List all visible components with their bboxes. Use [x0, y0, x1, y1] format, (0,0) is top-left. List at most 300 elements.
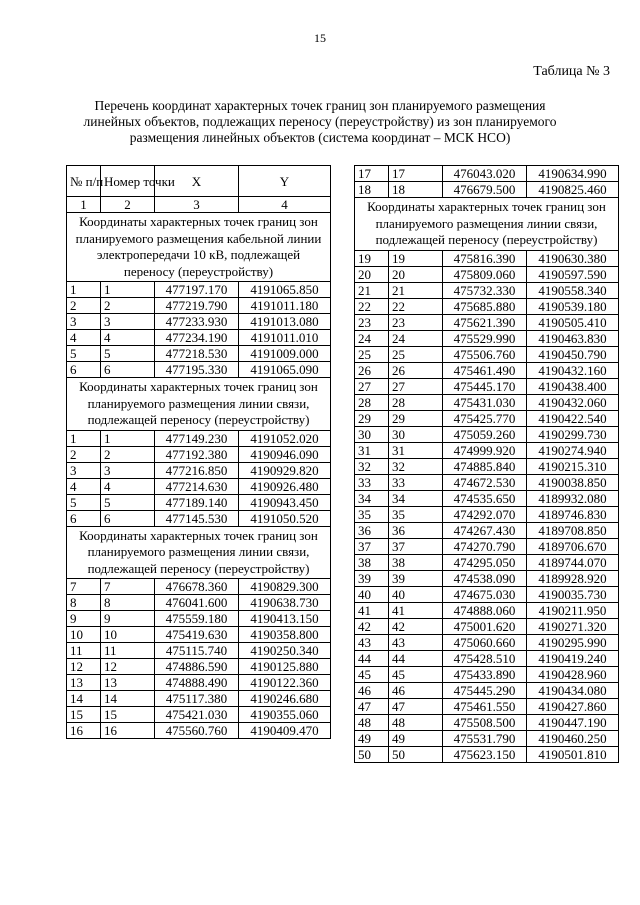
y-coordinate: 4190505.410 [527, 314, 619, 330]
y-coordinate: 4190929.820 [239, 462, 331, 478]
y-coordinate: 4190299.730 [527, 426, 619, 442]
table-row [355, 166, 619, 182]
point-number: 43 [389, 634, 443, 650]
y-coordinate: 4189744.070 [527, 554, 619, 570]
point-number: 4 [101, 330, 155, 346]
point-number: 33 [389, 474, 443, 490]
y-coordinate: 4191065.090 [239, 362, 331, 378]
table-row [355, 182, 619, 198]
y-coordinate: 4190035.730 [527, 586, 619, 602]
y-coordinate: 4190271.320 [527, 618, 619, 634]
y-coordinate: 4190427.860 [527, 698, 619, 714]
row-number: 45 [355, 666, 389, 682]
x-coordinate: 475445.290 [443, 682, 527, 698]
table-row [355, 442, 619, 458]
row-number: 41 [355, 602, 389, 618]
x-coordinate: 475529.990 [443, 330, 527, 346]
table-row [355, 506, 619, 522]
point-number: 31 [389, 442, 443, 458]
y-coordinate: 4190438.400 [527, 378, 619, 394]
row-number: 3 [67, 314, 101, 330]
x-coordinate: 475059.260 [443, 426, 527, 442]
y-coordinate: 4189932.080 [527, 490, 619, 506]
x-coordinate: 475425.770 [443, 410, 527, 426]
table-row [355, 698, 619, 714]
table-row [67, 595, 331, 611]
row-number: 47 [355, 698, 389, 714]
table-row [355, 522, 619, 538]
x-coordinate: 475461.490 [443, 362, 527, 378]
x-coordinate: 474886.590 [155, 659, 239, 675]
x-coordinate: 475060.660 [443, 634, 527, 650]
point-number: 29 [389, 410, 443, 426]
x-coordinate: 474538.090 [443, 570, 527, 586]
x-coordinate: 474888.060 [443, 602, 527, 618]
row-number: 26 [355, 362, 389, 378]
y-coordinate: 4190926.480 [239, 478, 331, 494]
table-row [67, 314, 331, 330]
table-row [67, 723, 331, 739]
point-number: 5 [101, 346, 155, 362]
table-row [355, 618, 619, 634]
y-coordinate: 4190432.160 [527, 362, 619, 378]
point-number: 32 [389, 458, 443, 474]
point-number: 4 [101, 478, 155, 494]
section-heading-row [67, 378, 331, 431]
table-row [67, 446, 331, 462]
y-coordinate: 4190501.810 [527, 746, 619, 762]
y-coordinate: 4190125.880 [239, 659, 331, 675]
header-number-cell: 3 [155, 197, 239, 213]
row-number: 28 [355, 394, 389, 410]
row-number: 35 [355, 506, 389, 522]
x-coordinate: 475431.030 [443, 394, 527, 410]
x-coordinate: 477234.190 [155, 330, 239, 346]
table-row [355, 650, 619, 666]
row-number: 31 [355, 442, 389, 458]
row-number: 17 [355, 166, 389, 182]
point-number: 9 [101, 611, 155, 627]
x-coordinate: 474999.920 [443, 442, 527, 458]
point-number: 38 [389, 554, 443, 570]
header-y: Y [239, 166, 331, 197]
point-number: 30 [389, 426, 443, 442]
x-coordinate: 475428.510 [443, 650, 527, 666]
y-coordinate: 4190450.790 [527, 346, 619, 362]
row-number: 10 [67, 627, 101, 643]
row-number: 25 [355, 346, 389, 362]
x-coordinate: 477192.380 [155, 446, 239, 462]
section-heading: Координаты характерных точек границ зон планируемого размещения линии связи, подлежащей переносу (переустройству) [67, 378, 331, 431]
header-point-number: Номер точки [101, 166, 155, 197]
x-coordinate: 475531.790 [443, 730, 527, 746]
x-coordinate: 477218.530 [155, 346, 239, 362]
point-number: 50 [389, 746, 443, 762]
point-number: 3 [101, 462, 155, 478]
table-row [67, 643, 331, 659]
point-number: 2 [101, 298, 155, 314]
x-coordinate: 475816.390 [443, 250, 527, 266]
section-heading: Координаты характерных точек границ зон планируемого размещения кабельной линии электропередачи 10 кВ, подлежащей переносу (переустройству) [67, 213, 331, 282]
row-number: 29 [355, 410, 389, 426]
table-row [67, 627, 331, 643]
table-row [355, 330, 619, 346]
x-coordinate: 474295.050 [443, 554, 527, 570]
y-coordinate: 4189928.920 [527, 570, 619, 586]
table-row [355, 554, 619, 570]
point-number: 6 [101, 510, 155, 526]
row-number: 9 [67, 611, 101, 627]
table-row [355, 474, 619, 490]
x-coordinate: 476679.500 [443, 182, 527, 198]
row-number: 21 [355, 282, 389, 298]
x-coordinate: 477195.330 [155, 362, 239, 378]
y-coordinate: 4190250.340 [239, 643, 331, 659]
header-number-cell: 4 [239, 197, 331, 213]
x-coordinate: 474270.790 [443, 538, 527, 554]
point-number: 40 [389, 586, 443, 602]
y-coordinate: 4190447.190 [527, 714, 619, 730]
section-heading-row [67, 213, 331, 282]
table-row [67, 494, 331, 510]
y-coordinate: 4190413.150 [239, 611, 331, 627]
header-number: № п/п [67, 166, 101, 197]
point-number: 5 [101, 494, 155, 510]
table-row [67, 510, 331, 526]
row-number: 16 [67, 723, 101, 739]
row-number: 24 [355, 330, 389, 346]
table-row [67, 346, 331, 362]
table-row [355, 634, 619, 650]
x-coordinate: 475001.620 [443, 618, 527, 634]
x-coordinate: 475809.060 [443, 266, 527, 282]
row-number: 30 [355, 426, 389, 442]
row-number: 36 [355, 522, 389, 538]
x-coordinate: 474675.030 [443, 586, 527, 602]
row-number: 39 [355, 570, 389, 586]
table-row [355, 378, 619, 394]
table-row [67, 579, 331, 595]
y-coordinate: 4191050.520 [239, 510, 331, 526]
row-number: 8 [67, 595, 101, 611]
y-coordinate: 4190409.470 [239, 723, 331, 739]
point-number: 22 [389, 298, 443, 314]
y-coordinate: 4190274.940 [527, 442, 619, 458]
point-number: 7 [101, 579, 155, 595]
x-coordinate: 475115.740 [155, 643, 239, 659]
section-heading: Координаты характерных точек границ зон планируемого размещения линии связи, подлежащей переносу (переустройству) [67, 526, 331, 579]
x-coordinate: 475421.030 [155, 707, 239, 723]
y-coordinate: 4190460.250 [527, 730, 619, 746]
y-coordinate: 4191009.000 [239, 346, 331, 362]
table-row [355, 282, 619, 298]
table-row [67, 691, 331, 707]
row-number: 5 [67, 494, 101, 510]
x-coordinate: 477216.850 [155, 462, 239, 478]
table-row [67, 462, 331, 478]
point-number: 48 [389, 714, 443, 730]
section-heading: Координаты характерных точек границ зон планируемого размещения линии связи, подлежащей переносу (переустройству) [355, 198, 619, 251]
header-number-cell: 1 [67, 197, 101, 213]
point-number: 49 [389, 730, 443, 746]
point-number: 45 [389, 666, 443, 682]
y-coordinate: 4190355.060 [239, 707, 331, 723]
row-number: 43 [355, 634, 389, 650]
document-title: Перечень координат характерных точек границ зон планируемого размещения линейных объектов, подлежащих переносу (переустройству) из зон планируемого размещения линейных объектов (система координат – МСК НСО) [83, 98, 557, 145]
table-row [355, 682, 619, 698]
row-number: 48 [355, 714, 389, 730]
table-row [67, 298, 331, 314]
y-coordinate: 4190211.950 [527, 602, 619, 618]
point-number: 42 [389, 618, 443, 634]
x-coordinate: 477219.790 [155, 298, 239, 314]
point-number: 14 [101, 691, 155, 707]
row-number: 15 [67, 707, 101, 723]
table-row [355, 730, 619, 746]
point-number: 19 [389, 250, 443, 266]
y-coordinate: 4191065.850 [239, 282, 331, 298]
y-coordinate: 4190295.990 [527, 634, 619, 650]
y-coordinate: 4191011.010 [239, 330, 331, 346]
point-number: 24 [389, 330, 443, 346]
x-coordinate: 475508.500 [443, 714, 527, 730]
x-coordinate: 475506.760 [443, 346, 527, 362]
row-number: 2 [67, 298, 101, 314]
y-coordinate: 4190946.090 [239, 446, 331, 462]
point-number: 36 [389, 522, 443, 538]
point-number: 16 [101, 723, 155, 739]
y-coordinate: 4190829.300 [239, 579, 331, 595]
y-coordinate: 4190634.990 [527, 166, 619, 182]
table-row [355, 490, 619, 506]
table-row [67, 330, 331, 346]
table-row [355, 410, 619, 426]
row-number: 50 [355, 746, 389, 762]
row-number: 33 [355, 474, 389, 490]
point-number: 15 [101, 707, 155, 723]
y-coordinate: 4190638.730 [239, 595, 331, 611]
y-coordinate: 4190630.380 [527, 250, 619, 266]
row-number: 18 [355, 182, 389, 198]
y-coordinate: 4189708.850 [527, 522, 619, 538]
table-row [355, 714, 619, 730]
row-number: 44 [355, 650, 389, 666]
x-coordinate: 477145.530 [155, 510, 239, 526]
point-number: 10 [101, 627, 155, 643]
y-coordinate: 4190539.180 [527, 298, 619, 314]
x-coordinate: 477197.170 [155, 282, 239, 298]
row-number: 6 [67, 362, 101, 378]
point-number: 13 [101, 675, 155, 691]
table-row [355, 746, 619, 762]
point-number: 39 [389, 570, 443, 586]
x-coordinate: 475445.170 [443, 378, 527, 394]
y-coordinate: 4191013.080 [239, 314, 331, 330]
row-number: 2 [67, 446, 101, 462]
row-number: 37 [355, 538, 389, 554]
y-coordinate: 4190434.080 [527, 682, 619, 698]
row-number: 49 [355, 730, 389, 746]
table-row [355, 666, 619, 682]
x-coordinate: 474535.650 [443, 490, 527, 506]
point-number: 25 [389, 346, 443, 362]
x-coordinate: 475685.880 [443, 298, 527, 314]
table-row [355, 266, 619, 282]
y-coordinate: 4191052.020 [239, 430, 331, 446]
x-coordinate: 474888.490 [155, 675, 239, 691]
y-coordinate: 4189706.670 [527, 538, 619, 554]
table-row [355, 362, 619, 378]
header-x: X [155, 166, 239, 197]
row-number: 20 [355, 266, 389, 282]
point-number: 44 [389, 650, 443, 666]
y-coordinate: 4190463.830 [527, 330, 619, 346]
y-coordinate: 4190246.680 [239, 691, 331, 707]
y-coordinate: 4190038.850 [527, 474, 619, 490]
x-coordinate: 475623.150 [443, 746, 527, 762]
table-row [355, 250, 619, 266]
point-number: 28 [389, 394, 443, 410]
row-number: 6 [67, 510, 101, 526]
row-number: 38 [355, 554, 389, 570]
x-coordinate: 476043.020 [443, 166, 527, 182]
row-number: 42 [355, 618, 389, 634]
y-coordinate: 4190215.310 [527, 458, 619, 474]
table-row [355, 298, 619, 314]
table-row [355, 570, 619, 586]
point-number: 6 [101, 362, 155, 378]
row-number: 23 [355, 314, 389, 330]
y-coordinate: 4190597.590 [527, 266, 619, 282]
point-number: 20 [389, 266, 443, 282]
table-row [355, 426, 619, 442]
y-coordinate: 4190558.340 [527, 282, 619, 298]
coordinates-table-right [354, 165, 619, 763]
x-coordinate: 474292.070 [443, 506, 527, 522]
x-coordinate: 474885.840 [443, 458, 527, 474]
x-coordinate: 474672.530 [443, 474, 527, 490]
row-number: 19 [355, 250, 389, 266]
x-coordinate: 475559.180 [155, 611, 239, 627]
row-number: 34 [355, 490, 389, 506]
point-number: 37 [389, 538, 443, 554]
point-number: 26 [389, 362, 443, 378]
x-coordinate: 475419.630 [155, 627, 239, 643]
y-coordinate: 4190358.800 [239, 627, 331, 643]
point-number: 21 [389, 282, 443, 298]
coordinates-table-left [66, 165, 331, 739]
x-coordinate: 475560.760 [155, 723, 239, 739]
point-number: 1 [101, 430, 155, 446]
table-row [67, 282, 331, 298]
row-number: 5 [67, 346, 101, 362]
point-number: 17 [389, 166, 443, 182]
row-number: 22 [355, 298, 389, 314]
table-row [355, 602, 619, 618]
x-coordinate: 475732.330 [443, 282, 527, 298]
y-coordinate: 4189746.830 [527, 506, 619, 522]
point-number: 34 [389, 490, 443, 506]
table-row [355, 346, 619, 362]
row-number: 12 [67, 659, 101, 675]
y-coordinate: 4191011.180 [239, 298, 331, 314]
y-coordinate: 4190432.060 [527, 394, 619, 410]
row-number: 11 [67, 643, 101, 659]
y-coordinate: 4190943.450 [239, 494, 331, 510]
table-header-row [67, 166, 331, 197]
point-number: 18 [389, 182, 443, 198]
point-number: 41 [389, 602, 443, 618]
row-number: 32 [355, 458, 389, 474]
row-number: 27 [355, 378, 389, 394]
point-number: 27 [389, 378, 443, 394]
x-coordinate: 477189.140 [155, 494, 239, 510]
y-coordinate: 4190428.960 [527, 666, 619, 682]
y-coordinate: 4190419.240 [527, 650, 619, 666]
table-row [355, 314, 619, 330]
x-coordinate: 475621.390 [443, 314, 527, 330]
table-row [67, 675, 331, 691]
table-row [355, 586, 619, 602]
x-coordinate: 476678.360 [155, 579, 239, 595]
table-label: Таблица № 3 [533, 64, 610, 79]
row-number: 4 [67, 330, 101, 346]
x-coordinate: 475461.550 [443, 698, 527, 714]
row-number: 14 [67, 691, 101, 707]
row-number: 46 [355, 682, 389, 698]
point-number: 1 [101, 282, 155, 298]
row-number: 4 [67, 478, 101, 494]
point-number: 3 [101, 314, 155, 330]
row-number: 13 [67, 675, 101, 691]
table-row [67, 659, 331, 675]
row-number: 1 [67, 430, 101, 446]
table-row [67, 430, 331, 446]
row-number: 1 [67, 282, 101, 298]
x-coordinate: 476041.600 [155, 595, 239, 611]
point-number: 35 [389, 506, 443, 522]
point-number: 11 [101, 643, 155, 659]
table-row [67, 478, 331, 494]
section-heading-row [67, 526, 331, 579]
x-coordinate: 475117.380 [155, 691, 239, 707]
x-coordinate: 474267.430 [443, 522, 527, 538]
table-row [67, 362, 331, 378]
point-number: 2 [101, 446, 155, 462]
page-number: 15 [314, 31, 326, 45]
y-coordinate: 4190122.360 [239, 675, 331, 691]
header-numbering-row [67, 197, 331, 213]
section-heading-row [355, 198, 619, 251]
x-coordinate: 477149.230 [155, 430, 239, 446]
table-row [355, 394, 619, 410]
point-number: 8 [101, 595, 155, 611]
table-row [67, 707, 331, 723]
x-coordinate: 477214.630 [155, 478, 239, 494]
x-coordinate: 475433.890 [443, 666, 527, 682]
table-row [355, 538, 619, 554]
point-number: 12 [101, 659, 155, 675]
row-number: 40 [355, 586, 389, 602]
point-number: 46 [389, 682, 443, 698]
y-coordinate: 4190422.540 [527, 410, 619, 426]
point-number: 23 [389, 314, 443, 330]
y-coordinate: 4190825.460 [527, 182, 619, 198]
row-number: 3 [67, 462, 101, 478]
row-number: 7 [67, 579, 101, 595]
x-coordinate: 477233.930 [155, 314, 239, 330]
header-number-cell: 2 [101, 197, 155, 213]
